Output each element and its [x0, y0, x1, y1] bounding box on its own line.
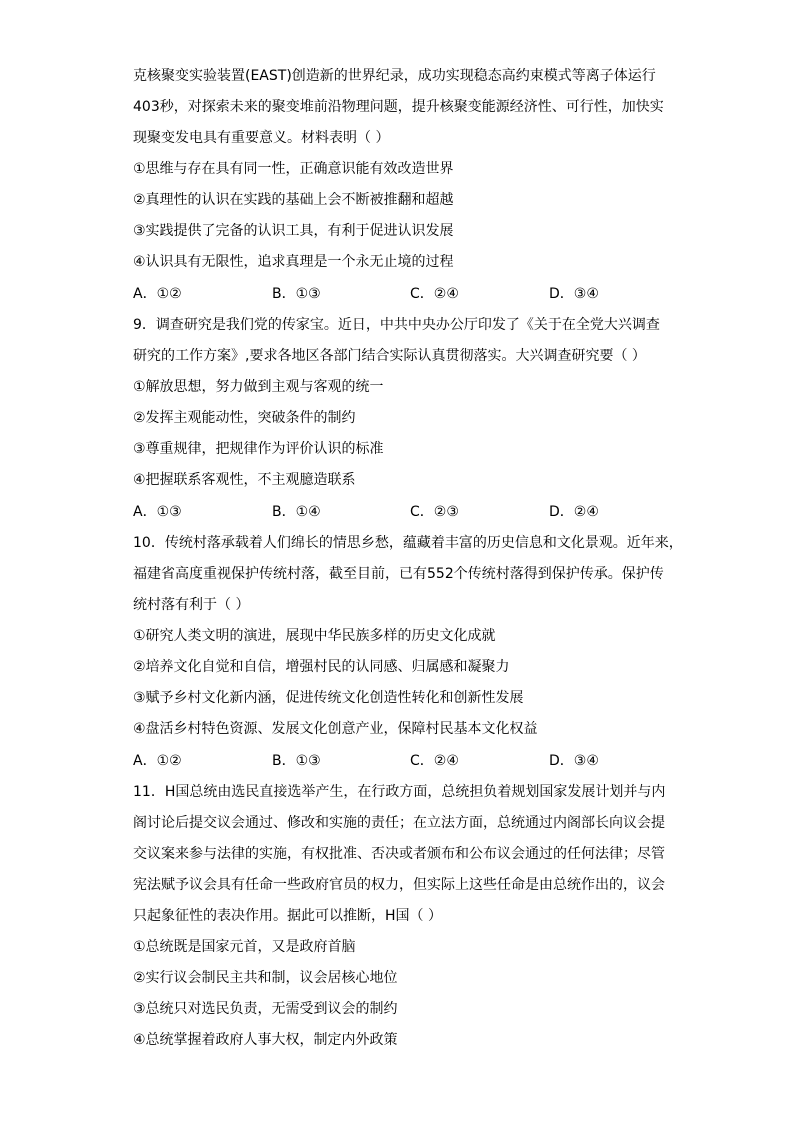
q9-option-c[interactable]: C．②③: [410, 504, 459, 520]
q9-item-2: ②发挥主观能动性，突破条件的制约: [133, 410, 356, 426]
q9-option-d[interactable]: D．②④: [549, 504, 599, 520]
q11-stem-line-1: 11．H国总统由选民直接选举产生，在行政方面，总统担负着规划国家发展计划并与内: [133, 784, 666, 800]
q10-item-4: ④盘活乡村特色资源、发展文化创意产业，保障村民基本文化权益: [133, 721, 538, 737]
q11-item-2: ②实行议会制民主共和制，议会居核心地位: [133, 970, 398, 986]
q10-option-b[interactable]: B．①③: [272, 753, 321, 769]
q11-item-1: ①总统既是国家元首，又是政府首脑: [133, 939, 356, 955]
q10-stem-line-2: 福建省高度重视保护传统村落，截至目前，已有552个传统村落得到保护传承。保护传: [133, 566, 664, 582]
q8-item-3: ③实践提供了完备的认识工具，有利于促进认识发展: [133, 223, 454, 239]
q10-option-c[interactable]: C．②④: [410, 753, 459, 769]
q8-item-2: ②真理性的认识在实践的基础上会不断被推翻和超越: [133, 192, 454, 208]
q11-stem-line-2: 阁讨论后提交议会通过、修改和实施的责任；在立法方面，总统通过内阁部长向议会提: [133, 815, 665, 831]
q10-stem-line-3: 统村落有利于（ ）: [133, 597, 250, 613]
q11-item-4: ④总统掌握着政府人事大权，制定内外政策: [133, 1032, 398, 1048]
q8-stem-line-3: 现聚变发电具有重要意义。材料表明（ ）: [133, 130, 390, 146]
q9-item-4: ④把握联系客观性，不主观臆造联系: [133, 472, 356, 488]
q9-stem-line-1: 9．调查研究是我们党的传家宝。近日，中共中央办公厅印发了《关于在全党大兴调查: [133, 317, 660, 333]
q11-stem-line-3: 交议案来参与法律的实施，有权批准、否决或者颁布和公布议会通过的任何法律；尽管: [133, 846, 665, 862]
q8-option-d[interactable]: D．③④: [549, 286, 599, 302]
q8-stem-line-2: 403秒，对探索未来的聚变堆前沿物理问题，提升核聚变能源经济性、可行性，加快实: [133, 99, 664, 115]
q10-item-1: ①研究人类文明的演进，展现中华民族多样的历史文化成就: [133, 628, 496, 644]
q9-item-3: ③尊重规律，把规律作为评价认识的标准: [133, 441, 384, 457]
q10-item-2: ②培养文化自觉和自信，增强村民的认同感、归属感和凝聚力: [133, 659, 510, 675]
q9-item-1: ①解放思想，努力做到主观与客观的统一: [133, 379, 384, 395]
q11-stem-line-5: 只起象征性的表决作用。据此可以推断，H国（ ）: [133, 908, 442, 924]
q9-option-b[interactable]: B．①④: [272, 504, 321, 520]
q10-item-3: ③赋予乡村文化新内涵，促进传统文化创造性转化和创新性发展: [133, 690, 524, 706]
q8-option-b[interactable]: B．①③: [272, 286, 321, 302]
q10-option-d[interactable]: D．③④: [549, 753, 599, 769]
q10-option-a[interactable]: A．①②: [133, 753, 182, 769]
q8-option-a[interactable]: A．①②: [133, 286, 182, 302]
q11-stem-line-4: 宪法赋予议会具有任命一些政府官员的权力，但实际上这些任命是由总统作出的，议会: [133, 877, 665, 893]
q8-item-4: ④认识具有无限性，追求真理是一个永无止境的过程: [133, 254, 454, 270]
q8-item-1: ①思维与存在具有同一性，正确意识能有效改造世界: [133, 161, 454, 177]
q8-stem-line-1: 克核聚变实验装置(EAST)创造新的世界纪录，成功实现稳态高约束模式等离子体运行: [133, 68, 656, 84]
q8-option-c[interactable]: C．②④: [410, 286, 459, 302]
q10-stem-line-1: 10．传统村落承载着人们绵长的情思乡愁，蕴藏着丰富的历史信息和文化景观。近年来，: [133, 535, 683, 551]
q9-stem-line-2: 研究的工作方案》,要求各地区各部门结合实际认真贯彻落实。大兴调查研究要（ ）: [133, 348, 646, 364]
q9-option-a[interactable]: A．①③: [133, 504, 182, 520]
q11-item-3: ③总统只对选民负责，无需受到议会的制约: [133, 1001, 398, 1017]
